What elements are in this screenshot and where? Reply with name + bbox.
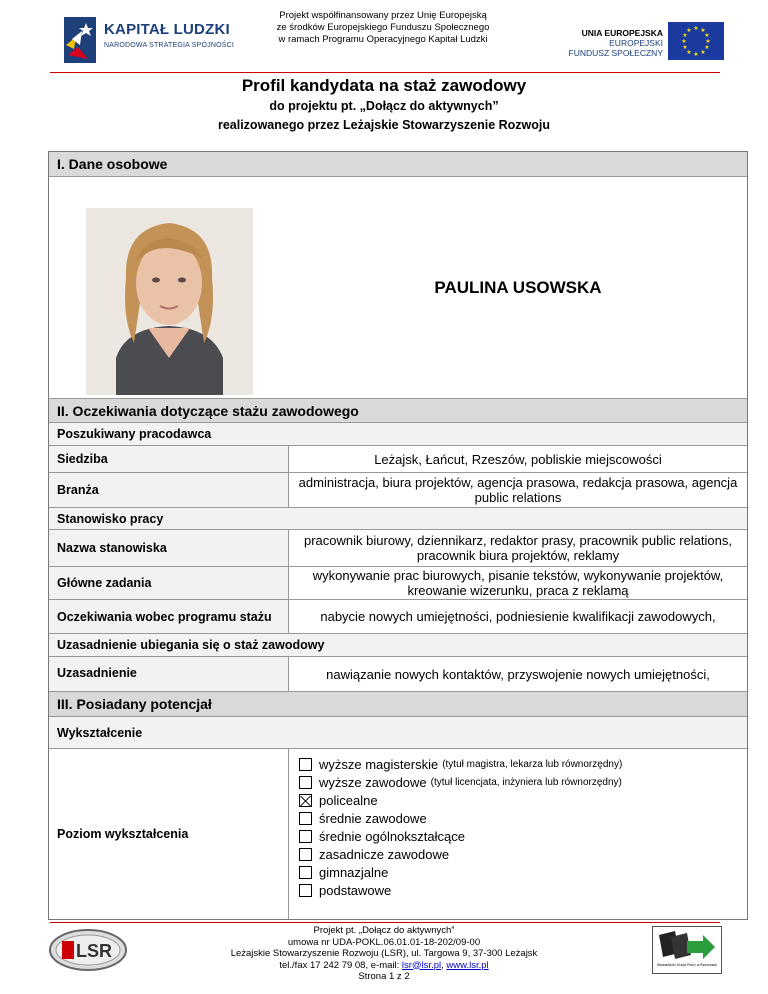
header-divider — [50, 72, 720, 73]
subheader-title: Poszukiwany pracodawca — [57, 427, 212, 441]
subheader-position — [49, 508, 747, 530]
footer-line: umowa nr UDA-POKL.06.01.01-18-202/09-00 — [287, 936, 481, 948]
checkbox-icon[interactable] — [299, 848, 312, 861]
row-glowne-zadania — [49, 567, 747, 600]
education-checklist — [299, 755, 622, 899]
checkbox-icon[interactable] — [299, 776, 312, 789]
svg-text:★: ★ — [682, 44, 688, 51]
row-label: Główne zadania — [49, 567, 289, 599]
option-label: wyższe zawodowe — [319, 774, 427, 790]
footer-divider — [50, 922, 720, 923]
candidate-name: PAULINA USOWSKA — [434, 278, 602, 297]
candidate-photo — [86, 208, 253, 395]
option-label: zasadnicze zawodowe — [319, 846, 450, 862]
svg-text:★: ★ — [705, 38, 711, 45]
eu-logo-text — [555, 28, 663, 58]
row-uzasadnienie — [49, 657, 747, 692]
wup-logo — [652, 926, 722, 974]
row-label: Siedziba — [49, 446, 289, 472]
option-label: gimnazjalne — [319, 864, 389, 880]
document-subtitle: realizowanego przez Leżajskie Stowarzyszenie Rozwoju — [217, 118, 551, 132]
checkbox-icon[interactable] — [299, 812, 312, 825]
row-oczekiwania — [49, 600, 747, 634]
svg-text:★: ★ — [704, 44, 710, 51]
svg-text:★: ★ — [682, 32, 688, 39]
svg-text:★: ★ — [700, 27, 706, 34]
row-value: administracja, biura projektów, agencja prasowa, redakcja prasowa, agencja public relations — [298, 475, 738, 505]
checkbox-icon[interactable] — [299, 830, 312, 843]
education-option[interactable] — [299, 863, 622, 881]
row-poziom-wyksztalcenia — [49, 749, 747, 919]
cofinancing-note — [258, 10, 508, 46]
wup-logo-text: Wojewódzki Urząd Pracy w Rzeszowie — [656, 963, 718, 967]
svg-text:★: ★ — [681, 38, 687, 45]
section-header-potential — [49, 692, 747, 717]
option-label: podstawowe — [319, 882, 392, 898]
personal-data-row — [49, 177, 747, 399]
svg-text:★: ★ — [686, 27, 692, 34]
checkbox-icon[interactable] — [299, 866, 312, 879]
row-siedziba — [49, 446, 747, 473]
row-label: Uzasadnienie — [49, 657, 289, 691]
row-value: nawiązanie nowych kontaktów, przyswojenie nowych umiejętności, — [326, 666, 710, 682]
svg-text:★: ★ — [704, 32, 710, 39]
section-header-personal — [49, 152, 747, 177]
subheader-education — [49, 717, 747, 749]
kapital-ludzki-subtitle: NARODOWA STRATEGIA SPÓJNOŚCI — [104, 42, 235, 49]
footer-line: Leżajskie Stowarzyszenie Rozwoju (LSR), ul. Targowa 9, 37-300 Leżajsk — [230, 948, 538, 959]
row-value: nabycie nowych umiejętności, podniesienie kwalifikacji zawodowych, — [320, 609, 716, 624]
subheader-employer — [49, 423, 747, 446]
website-link[interactable]: www.lsr.pl — [446, 959, 489, 971]
page-number: Strona 1 z 2 — [358, 971, 410, 982]
cofinancing-line: ze środków Europejskiego Funduszu Społecznego — [276, 22, 490, 33]
eu-logo-line: UNIA EUROPEJSKA — [581, 28, 663, 38]
row-value: wykonywanie prac biurowych, pisanie tekstów, wykonywanie projektów, kreowanie wizerunku, praca z reklamą — [312, 568, 724, 598]
option-label: wyższe magisterskie — [319, 756, 439, 772]
eu-flag-icon — [668, 22, 724, 60]
section-title: II. Oczekiwania dotyczące stażu zawodowego — [57, 403, 359, 419]
footer-contact-text: tel./fax 17 242 79 08, e-mail: — [279, 959, 402, 971]
education-option[interactable] — [299, 809, 622, 827]
section-header-expectations — [49, 399, 747, 423]
lsr-logo-text: LSR — [76, 941, 112, 961]
checkbox-icon[interactable] — [299, 884, 312, 897]
separator: , — [441, 959, 447, 971]
footer-line: Projekt pt. „Dołącz do aktywnych” — [313, 925, 455, 936]
subheader-title: Wykształcenie — [57, 726, 143, 740]
kapital-ludzki-title: KAPITAŁ LUDZKI — [104, 21, 230, 38]
svg-text:★: ★ — [693, 25, 699, 32]
section-title: I. Dane osobowe — [57, 156, 168, 172]
row-label: Poziom wykształcenia — [49, 749, 289, 919]
cofinancing-line: w ramach Programu Operacyjnego Kapitał Ludzki — [278, 34, 488, 45]
option-note: (tytuł magistra, lekarza lub równorzędny) — [442, 758, 623, 770]
document-subtitle: do projektu pt. „Dołącz do aktywnych” — [269, 99, 499, 113]
education-option[interactable] — [299, 773, 622, 791]
email-link[interactable]: lsr@lsr.pl — [401, 959, 442, 971]
row-label: Oczekiwania wobec programu stażu — [49, 600, 289, 633]
education-option[interactable] — [299, 791, 622, 809]
education-option[interactable] — [299, 827, 622, 845]
option-note: (tytuł licencjata, inżyniera lub równorzędny) — [430, 776, 622, 788]
page-header — [0, 0, 768, 72]
education-option[interactable] — [299, 881, 622, 899]
subheader-justification — [49, 634, 747, 657]
subheader-title: Uzasadnienie ubiegania się o staż zawodowy — [57, 638, 325, 652]
candidate-profile-table — [48, 151, 748, 920]
eu-logo-line: EUROPEJSKI — [609, 38, 663, 48]
section-title: III. Posiadany potencjał — [57, 696, 212, 712]
row-branza — [49, 473, 747, 508]
row-label: Nazwa stanowiska — [49, 530, 289, 566]
svg-text:★: ★ — [700, 49, 706, 56]
eu-logo-line: FUNDUSZ SPOŁECZNY — [568, 48, 663, 58]
kapital-ludzki-logo — [62, 15, 247, 65]
row-value: pracownik biurowy, dziennikarz, redaktor prasy, pracownik public relations, pracownik biura projektów, reklamy — [304, 533, 732, 563]
svg-text:★: ★ — [686, 49, 692, 56]
education-option[interactable] — [299, 755, 622, 773]
row-label: Branża — [49, 473, 289, 507]
option-label: policealne — [319, 792, 378, 808]
subheader-title: Stanowisko pracy — [57, 512, 164, 526]
checkbox-icon[interactable] — [299, 758, 312, 771]
row-nazwa-stanowiska — [49, 530, 747, 567]
svg-text:★: ★ — [693, 51, 699, 58]
row-value: Leżajsk, Łańcut, Rzeszów, pobliskie miejscowości — [374, 451, 662, 467]
document-title: Profil kandydata na staż zawodowy — [241, 76, 527, 95]
education-option[interactable] — [299, 845, 622, 863]
checked-checkbox-icon[interactable] — [299, 794, 312, 807]
cofinancing-line: Projekt współfinansowany przez Unię Europejską — [279, 10, 487, 21]
option-label: średnie ogólnokształcące — [319, 828, 465, 844]
option-label: średnie zawodowe — [319, 810, 427, 826]
